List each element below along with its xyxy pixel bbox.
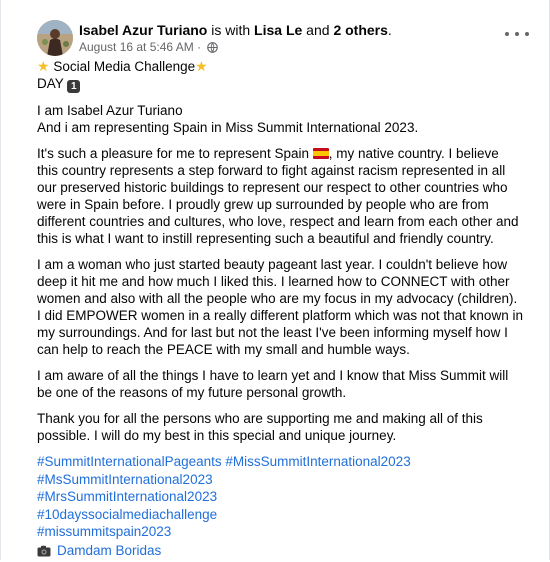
post-author-line — [79, 22, 392, 39]
post-timestamp[interactable]: August 16 at 5:46 AM — [79, 40, 194, 54]
post-meta — [79, 40, 218, 56]
hashtag[interactable]: #10dayssocialmediachallenge — [37, 506, 218, 522]
paragraph-1-start: It's such a pleasure for me to represent Spain — [37, 146, 313, 161]
photo-credit[interactable] — [37, 542, 523, 562]
avatar-image — [37, 20, 73, 56]
dot — [525, 32, 529, 36]
profile-avatar[interactable] — [37, 20, 73, 56]
paragraph-2: I am a woman who just started beauty pageant last year. I couldn't believe how deep it hit me and how much I liked this. I learned how to CONNECT with other women and also with all the people who are my focus in my advocacy (children). I did EMPOWER women in a really different platform which was not that known in my surroundings. And for last but not the least I've been informing myself how I can help to reach the PEACE with my small and humble ways. — [37, 257, 523, 357]
challenge-heading — [37, 58, 523, 93]
and-text: and — [302, 22, 334, 38]
paragraph-3: I am aware of all the things I have to learn yet and I know that Miss Summit will be one of the reasons of my future personal growth. — [37, 368, 509, 400]
star-icon: ★ — [195, 58, 208, 74]
keycap-one-icon: 1 — [67, 80, 80, 93]
hashtag-line-1[interactable]: #SummitInternationalPageants #MissSummitInternational2023 — [37, 454, 411, 469]
intro-line-1: I am Isabel Azur Turiano — [37, 103, 183, 118]
meta-separator: · — [193, 40, 205, 54]
spain-flag-icon — [313, 148, 329, 159]
paragraph-1-rest: , my native country. I believe this country represents a step forward to fight against racism represented in all our preserved historic buildings to represent our respect to other countries who were in Spain before. I proudly grew up surrounded by people who are from different countries and cultures, who love, respect and learn from each other and this is what I want to instill representing such a beautiful and friendly country. — [37, 146, 519, 246]
camera-icon — [37, 544, 51, 562]
hashtags — [37, 453, 523, 541]
globe-icon[interactable] — [207, 42, 218, 56]
day-label: DAY — [37, 76, 68, 91]
period-text: . — [387, 22, 392, 38]
post-header — [37, 0, 549, 58]
challenge-title: Social Media Challenge — [53, 59, 196, 74]
intro-paragraph — [37, 102, 523, 136]
author-name[interactable]: Isabel Azur Turiano — [79, 22, 208, 38]
with-text: is with — [207, 22, 255, 38]
paragraph-4: Thank you for all the persons who are supporting me and making all of this possible. I will do my best in this special and unique journey. — [37, 411, 483, 443]
more-options-icon[interactable] — [505, 26, 529, 42]
paragraph-1 — [37, 145, 523, 247]
tagged-others[interactable]: 2 others — [333, 22, 388, 38]
dot — [505, 32, 509, 36]
photo-credit-name[interactable]: Damdam Boridas — [57, 542, 162, 558]
star-icon: ★ — [37, 58, 50, 74]
hashtag[interactable]: #missummitspain2023 — [37, 524, 172, 539]
tagged-person[interactable]: Lisa Le — [254, 22, 303, 38]
post-body — [37, 58, 549, 562]
intro-line-2: And i am representing Spain in Miss Summit International 2023. — [37, 120, 419, 135]
hashtag[interactable]: #MrsSummitInternational2023 — [37, 489, 218, 504]
dot — [515, 32, 519, 36]
hashtag[interactable]: #MsSummitInternational2023 — [37, 471, 213, 487]
